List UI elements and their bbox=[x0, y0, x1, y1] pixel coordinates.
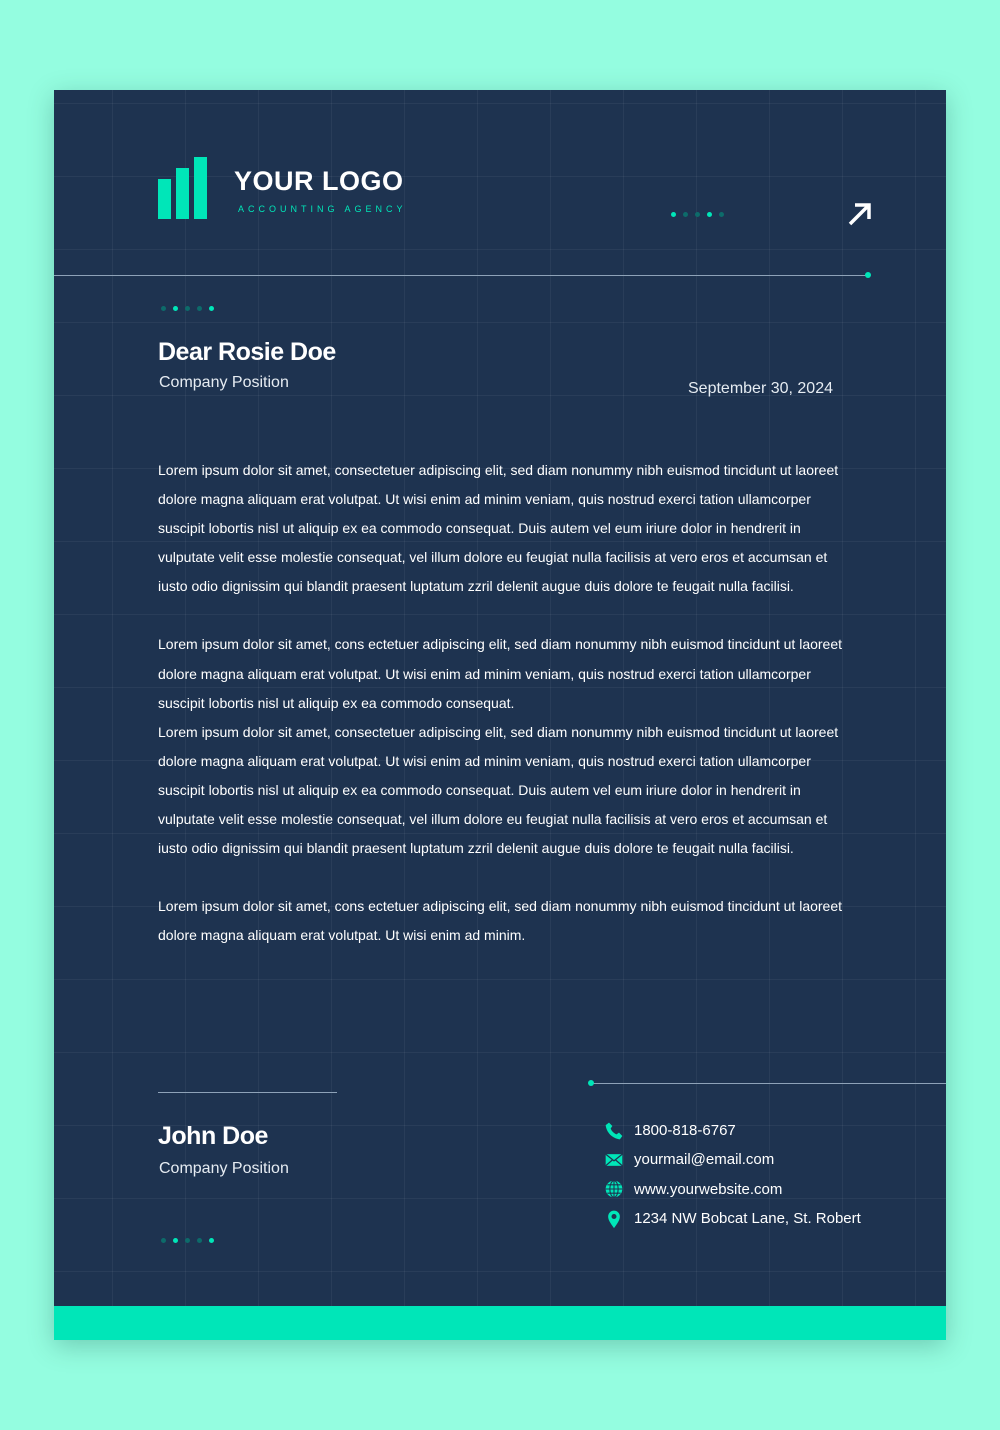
location-pin-icon bbox=[604, 1209, 624, 1229]
paragraph: Lorem ipsum dolor sit amet, cons ectetuer adipiscing elit, sed diam nonummy nibh euismod tincidunt ut laoreet dolore magna aliquam erat volutpat. Ut wisi enim ad minim. bbox=[158, 898, 843, 944]
decorative-dots bbox=[161, 306, 214, 311]
paragraph: Lorem ipsum dolor sit amet, cons ectetuer adipiscing elit, sed diam nonummy nibh euismod tincidunt ut laoreet dolore magna aliquam erat volutpat. Ut wisi enim ad minim veniam, quis nostrud exerci tation ullamcorper suscipit lobortis nisl ut aliquip ex ea commodo consequat. bbox=[158, 636, 843, 711]
logo-title: YOUR LOGO bbox=[234, 166, 404, 196]
decorative-dots bbox=[161, 1238, 214, 1243]
signature-line bbox=[158, 1092, 337, 1093]
contact-website: www.yourwebsite.com bbox=[604, 1175, 861, 1204]
divider-dot bbox=[865, 272, 871, 278]
paragraph: Lorem ipsum dolor sit amet, consectetuer adipiscing elit, sed diam nonummy nibh euismod tincidunt ut laoreet dolore magna aliquam erat volutpat. Ut wisi enim ad minim veniam, quis nostrud exerci tation ullamcorper suscipit lobortis nisl ut aliquip ex ea commodo consequat. Duis autem vel eum iriure dolor in hendrerit in vulputate velit esse molestie consequat, vel illum dolore eu feugiat nulla facilisis at vero eros et accumsan et iusto odio dignissim qui blandit praesent luptatum zzril delenit augue duis dolore te feugait nulla facilisi. bbox=[158, 723, 839, 857]
contact-address: 1234 NW Bobcat Lane, St. Robert bbox=[604, 1204, 861, 1233]
recipient-position: Company Position bbox=[159, 374, 289, 391]
contact-info bbox=[604, 1116, 861, 1233]
contact-phone: 1800-818-6767 bbox=[604, 1116, 861, 1145]
contact-email: yourmail@email.com bbox=[604, 1145, 861, 1174]
divider-dot bbox=[588, 1080, 594, 1086]
recipient-name: Dear Rosie Doe bbox=[158, 338, 336, 366]
globe-icon bbox=[604, 1179, 624, 1199]
phone-icon bbox=[604, 1121, 624, 1141]
contact-divider bbox=[591, 1083, 946, 1084]
paragraph: Lorem ipsum dolor sit amet, consectetuer adipiscing elit, sed diam nonummy nibh euismod tincidunt ut laoreet dolore magna aliquam erat volutpat. Ut wisi enim ad minim veniam, quis nostrud exerci tation ullamcorper suscipit lobortis nisl ut aliquip ex ea commodo consequat. Duis autem vel eum iriure dolor in hendrerit in vulputate velit esse molestie consequat, vel illum dolore eu feugiat nulla facilisis at vero eros et accumsan et iusto odio dignissim qui blandit praesent luptatum zzril delenit augue duis dolore te feugait nulla facilisi. bbox=[158, 462, 839, 595]
mail-icon bbox=[604, 1150, 624, 1170]
header-divider bbox=[54, 275, 866, 276]
sender-name: John Doe bbox=[158, 1122, 268, 1150]
letter-date: September 30, 2024 bbox=[688, 380, 833, 397]
logo-tagline: ACCOUNTING AGENCY bbox=[238, 204, 407, 214]
letterhead-page bbox=[54, 90, 946, 1340]
arrow-up-right-icon bbox=[846, 200, 874, 228]
logo-bars-icon bbox=[158, 157, 207, 219]
letter-body bbox=[158, 456, 848, 979]
sender-position: Company Position bbox=[159, 1160, 289, 1177]
footer-bar bbox=[54, 1306, 946, 1340]
decorative-dots bbox=[671, 212, 724, 217]
